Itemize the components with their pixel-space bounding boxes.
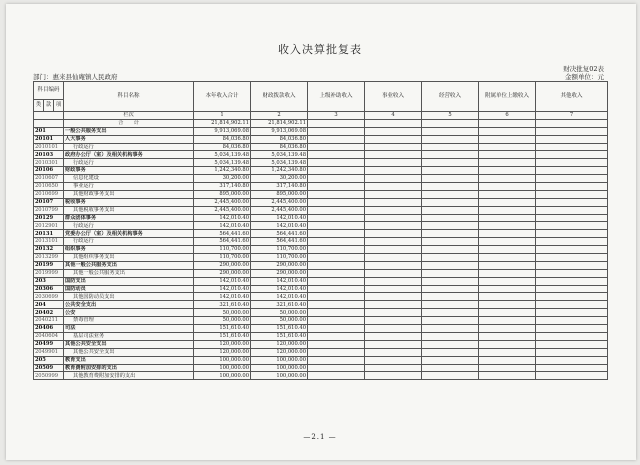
subject-code: 2010301 bbox=[34, 159, 64, 167]
total-income-cell: 100,000.00 bbox=[194, 356, 251, 364]
subject-code: 2010799 bbox=[34, 206, 64, 214]
subject-name: 国防支出 bbox=[64, 277, 194, 285]
column-number-row bbox=[34, 112, 608, 120]
lanci-label: 栏次 bbox=[64, 112, 194, 120]
subject-name: 政府办公厅（室）及相关机构事务 bbox=[64, 151, 194, 159]
total-income-cell: 290,000.00 bbox=[194, 269, 251, 277]
subject-code: 2013101 bbox=[34, 238, 64, 246]
total-income-cell: 100,000.00 bbox=[194, 364, 251, 372]
subject-code: 20499 bbox=[34, 340, 64, 348]
subject-code: 203 bbox=[34, 277, 64, 285]
header-other-income: 其他收入 bbox=[536, 82, 608, 112]
subject-name: 其他一般公共服务支出 bbox=[64, 261, 194, 269]
fiscal-allocation-cell: 84,036.80 bbox=[251, 135, 308, 143]
total-row bbox=[34, 119, 608, 127]
subject-code: 2040604 bbox=[34, 332, 64, 340]
fiscal-allocation-cell: 5,034,139.48 bbox=[251, 159, 308, 167]
amount-unit-label: 金额单位：元 bbox=[565, 73, 604, 81]
fiscal-allocation-cell: 120,000.00 bbox=[251, 340, 308, 348]
subject-name: 行政运行 bbox=[64, 159, 194, 167]
fiscal-allocation-cell: 290,000.00 bbox=[251, 269, 308, 277]
total-income-cell: 9,913,069.08 bbox=[194, 127, 251, 135]
subject-code: 2050999 bbox=[34, 372, 64, 380]
table-row bbox=[34, 356, 608, 364]
subject-code: 20406 bbox=[34, 325, 64, 333]
subject-code: 20129 bbox=[34, 214, 64, 222]
table-row bbox=[34, 317, 608, 325]
table-row bbox=[34, 269, 608, 277]
subject-name: 其他国防动员支出 bbox=[64, 293, 194, 301]
table-row bbox=[34, 246, 608, 254]
fiscal-allocation-cell: 151,610.40 bbox=[251, 332, 308, 340]
col-number: 7 bbox=[536, 112, 608, 120]
subject-code: 2010101 bbox=[34, 143, 64, 151]
table-row bbox=[34, 348, 608, 356]
subject-code: 201 bbox=[34, 127, 64, 135]
col-number: 5 bbox=[422, 112, 479, 120]
total-income-cell: 151,610.40 bbox=[194, 325, 251, 333]
table-row bbox=[34, 277, 608, 285]
table-row bbox=[34, 214, 608, 222]
table-row bbox=[34, 183, 608, 191]
subject-name: 国防动员 bbox=[64, 285, 194, 293]
header-affiliated-income: 附属单位上缴收入 bbox=[479, 82, 536, 112]
table-row bbox=[34, 198, 608, 206]
table-row bbox=[34, 159, 608, 167]
subject-code: 20107 bbox=[34, 198, 64, 206]
col-number: 6 bbox=[479, 112, 536, 120]
total-income-cell: 30,200.00 bbox=[194, 175, 251, 183]
col-number: 4 bbox=[365, 112, 422, 120]
subject-code: 20402 bbox=[34, 309, 64, 317]
subject-code: 20131 bbox=[34, 230, 64, 238]
header-subject-code: 科目编码 bbox=[34, 82, 64, 100]
subject-name: 财政事务 bbox=[64, 167, 194, 175]
total-label: 合 计 bbox=[64, 119, 194, 127]
header-subject-name: 科目名称 bbox=[64, 82, 194, 112]
subject-name: 事业运行 bbox=[64, 183, 194, 191]
fiscal-allocation-cell: 5,034,139.48 bbox=[251, 151, 308, 159]
fiscal-allocation-cell: 321,610.40 bbox=[251, 301, 308, 309]
fiscal-allocation-cell: 50,000.00 bbox=[251, 317, 308, 325]
page-number: —2.1 — bbox=[303, 433, 337, 441]
total-income-cell: 5,034,139.48 bbox=[194, 159, 251, 167]
table-row bbox=[34, 364, 608, 372]
subject-name: 教育支出 bbox=[64, 356, 194, 364]
table-row bbox=[34, 222, 608, 230]
total-income-cell: 321,610.40 bbox=[194, 301, 251, 309]
subject-code: 20199 bbox=[34, 261, 64, 269]
subject-code: 20101 bbox=[34, 135, 64, 143]
subject-code: 2010650 bbox=[34, 183, 64, 191]
fiscal-allocation-cell: 30,200.00 bbox=[251, 175, 308, 183]
subject-name: 基层司法业务 bbox=[64, 332, 194, 340]
header-operating-income: 经营收入 bbox=[422, 82, 479, 112]
subject-name: 群众团体事务 bbox=[64, 214, 194, 222]
fiscal-allocation-cell: 142,010.40 bbox=[251, 285, 308, 293]
total-income-cell: 1,242,340.80 bbox=[194, 167, 251, 175]
fiscal-allocation-cell: 100,000.00 bbox=[251, 356, 308, 364]
fiscal-allocation-cell: 142,010.40 bbox=[251, 222, 308, 230]
subject-name: 党委办公厅（室）及相关机构事务 bbox=[64, 230, 194, 238]
total-income-cell: 110,700.00 bbox=[194, 246, 251, 254]
header-kuan: 款 bbox=[44, 100, 54, 112]
table-row bbox=[34, 238, 608, 246]
fiscal-allocation-cell: 120,000.00 bbox=[251, 348, 308, 356]
income-final-account-table bbox=[33, 81, 608, 380]
table-row bbox=[34, 293, 608, 301]
total-income-cell: 142,010.40 bbox=[194, 293, 251, 301]
fiscal-allocation-cell: 151,610.40 bbox=[251, 325, 308, 333]
table-row bbox=[34, 175, 608, 183]
table-row bbox=[34, 143, 608, 151]
fiscal-allocation-cell: 84,036.80 bbox=[251, 143, 308, 151]
fiscal-allocation-cell: 142,010.40 bbox=[251, 277, 308, 285]
col-number: 1 bbox=[194, 112, 251, 120]
subject-name: 一般公共服务支出 bbox=[64, 127, 194, 135]
fiscal-allocation-cell: 2,445,400.00 bbox=[251, 198, 308, 206]
subject-code: 20106 bbox=[34, 167, 64, 175]
header-total-income: 本年收入合计 bbox=[194, 82, 251, 112]
total-income-cell: 120,000.00 bbox=[194, 340, 251, 348]
total-income-cell: 100,000.00 bbox=[194, 372, 251, 380]
col-number: 2 bbox=[251, 112, 308, 120]
total-income-cell: 895,000.00 bbox=[194, 190, 251, 198]
fiscal-allocation-cell: 9,913,069.08 bbox=[251, 127, 308, 135]
header-superior-subsidy: 上级补助收入 bbox=[308, 82, 365, 112]
fiscal-allocation-cell: 100,000.00 bbox=[251, 372, 308, 380]
subject-name: 公安 bbox=[64, 309, 194, 317]
table-row bbox=[34, 190, 608, 198]
total-income-cell: 110,700.00 bbox=[194, 254, 251, 262]
subject-code: 2019999 bbox=[34, 269, 64, 277]
table-row bbox=[34, 372, 608, 380]
total-income-cell: 142,010.40 bbox=[194, 285, 251, 293]
subject-name: 税收事务 bbox=[64, 198, 194, 206]
header-xiang: 项 bbox=[54, 100, 64, 112]
total-income-cell: 120,000.00 bbox=[194, 348, 251, 356]
subject-name: 其他公共安全支出 bbox=[64, 348, 194, 356]
fiscal-allocation-cell: 564,441.60 bbox=[251, 230, 308, 238]
fiscal-allocation-cell: 110,700.00 bbox=[251, 246, 308, 254]
subject-code: 20306 bbox=[34, 285, 64, 293]
total-fiscal-value: 21,814,902.11 bbox=[251, 119, 308, 127]
total-income-cell: 50,000.00 bbox=[194, 309, 251, 317]
total-income-value: 21,814,902.11 bbox=[194, 119, 251, 127]
subject-name: 组织事务 bbox=[64, 246, 194, 254]
table-row bbox=[34, 254, 608, 262]
header-fiscal-allocation: 财政拨款收入 bbox=[251, 82, 308, 112]
subject-name: 司法 bbox=[64, 325, 194, 333]
subject-name: 行政运行 bbox=[64, 143, 194, 151]
subject-name: 其他教育费附加安排的支出 bbox=[64, 372, 194, 380]
subject-code: 2030699 bbox=[34, 293, 64, 301]
fiscal-allocation-cell: 895,000.00 bbox=[251, 190, 308, 198]
fiscal-allocation-cell: 100,000.00 bbox=[251, 364, 308, 372]
total-income-cell: 290,000.00 bbox=[194, 261, 251, 269]
fiscal-allocation-cell: 50,000.00 bbox=[251, 309, 308, 317]
table-row bbox=[34, 301, 608, 309]
total-income-cell: 564,441.60 bbox=[194, 230, 251, 238]
fiscal-allocation-cell: 2,445,400.00 bbox=[251, 206, 308, 214]
page-title: 收入决算批复表 bbox=[278, 43, 362, 56]
fiscal-allocation-cell: 110,700.00 bbox=[251, 254, 308, 262]
table-row bbox=[34, 127, 608, 135]
subject-name: 其他财政事务支出 bbox=[64, 190, 194, 198]
fiscal-allocation-cell: 142,010.40 bbox=[251, 293, 308, 301]
table-row bbox=[34, 285, 608, 293]
subject-name: 其他组织事务支出 bbox=[64, 254, 194, 262]
form-number: 财决批复02表 bbox=[563, 65, 604, 73]
total-income-cell: 142,010.40 bbox=[194, 222, 251, 230]
subject-name: 行政运行 bbox=[64, 222, 194, 230]
table-row bbox=[34, 340, 608, 348]
table-row bbox=[34, 135, 608, 143]
table-row bbox=[34, 230, 608, 238]
subject-name: 行政运行 bbox=[64, 238, 194, 246]
subject-code: 2040211 bbox=[34, 317, 64, 325]
subject-name: 教育费附加安排的支出 bbox=[64, 364, 194, 372]
total-income-cell: 564,441.60 bbox=[194, 238, 251, 246]
total-income-cell: 84,036.80 bbox=[194, 143, 251, 151]
subject-name: 禁毒管理 bbox=[64, 317, 194, 325]
total-income-cell: 142,010.40 bbox=[194, 277, 251, 285]
subject-code: 205 bbox=[34, 356, 64, 364]
header-lei: 类 bbox=[34, 100, 44, 112]
subject-name: 其他公共安全支出 bbox=[64, 340, 194, 348]
total-income-cell: 5,034,139.48 bbox=[194, 151, 251, 159]
fiscal-allocation-cell: 564,441.60 bbox=[251, 238, 308, 246]
subject-code: 2010607 bbox=[34, 175, 64, 183]
total-income-cell: 142,010.40 bbox=[194, 214, 251, 222]
subject-code: 20103 bbox=[34, 151, 64, 159]
department-label: 部门：惠来县仙庵镇人民政府 bbox=[33, 73, 118, 81]
subject-name: 人大事务 bbox=[64, 135, 194, 143]
table-row bbox=[34, 151, 608, 159]
total-income-cell: 50,000.00 bbox=[194, 317, 251, 325]
subject-name: 信息化建设 bbox=[64, 175, 194, 183]
subject-code: 2013299 bbox=[34, 254, 64, 262]
table-row bbox=[34, 309, 608, 317]
subject-code: 20132 bbox=[34, 246, 64, 254]
table-row bbox=[34, 325, 608, 333]
fiscal-allocation-cell: 290,000.00 bbox=[251, 261, 308, 269]
subject-code: 2010699 bbox=[34, 190, 64, 198]
table-row bbox=[34, 167, 608, 175]
fiscal-allocation-cell: 1,242,340.80 bbox=[251, 167, 308, 175]
total-income-cell: 2,445,400.00 bbox=[194, 198, 251, 206]
table-row bbox=[34, 206, 608, 214]
total-income-cell: 317,140.80 bbox=[194, 183, 251, 191]
subject-code: 2049901 bbox=[34, 348, 64, 356]
total-income-cell: 2,445,400.00 bbox=[194, 206, 251, 214]
subject-name: 其他税收事务支出 bbox=[64, 206, 194, 214]
subject-code: 2012901 bbox=[34, 222, 64, 230]
total-income-cell: 84,036.80 bbox=[194, 135, 251, 143]
subject-code: 20509 bbox=[34, 364, 64, 372]
table-row bbox=[34, 261, 608, 269]
subject-name: 公共安全支出 bbox=[64, 301, 194, 309]
total-income-cell: 151,610.40 bbox=[194, 332, 251, 340]
fiscal-allocation-cell: 142,010.40 bbox=[251, 214, 308, 222]
subject-code: 204 bbox=[34, 301, 64, 309]
fiscal-allocation-cell: 317,140.80 bbox=[251, 183, 308, 191]
col-number: 3 bbox=[308, 112, 365, 120]
table-row bbox=[34, 332, 608, 340]
subject-name: 其他一般公共服务支出 bbox=[64, 269, 194, 277]
header-business-income: 事业收入 bbox=[365, 82, 422, 112]
